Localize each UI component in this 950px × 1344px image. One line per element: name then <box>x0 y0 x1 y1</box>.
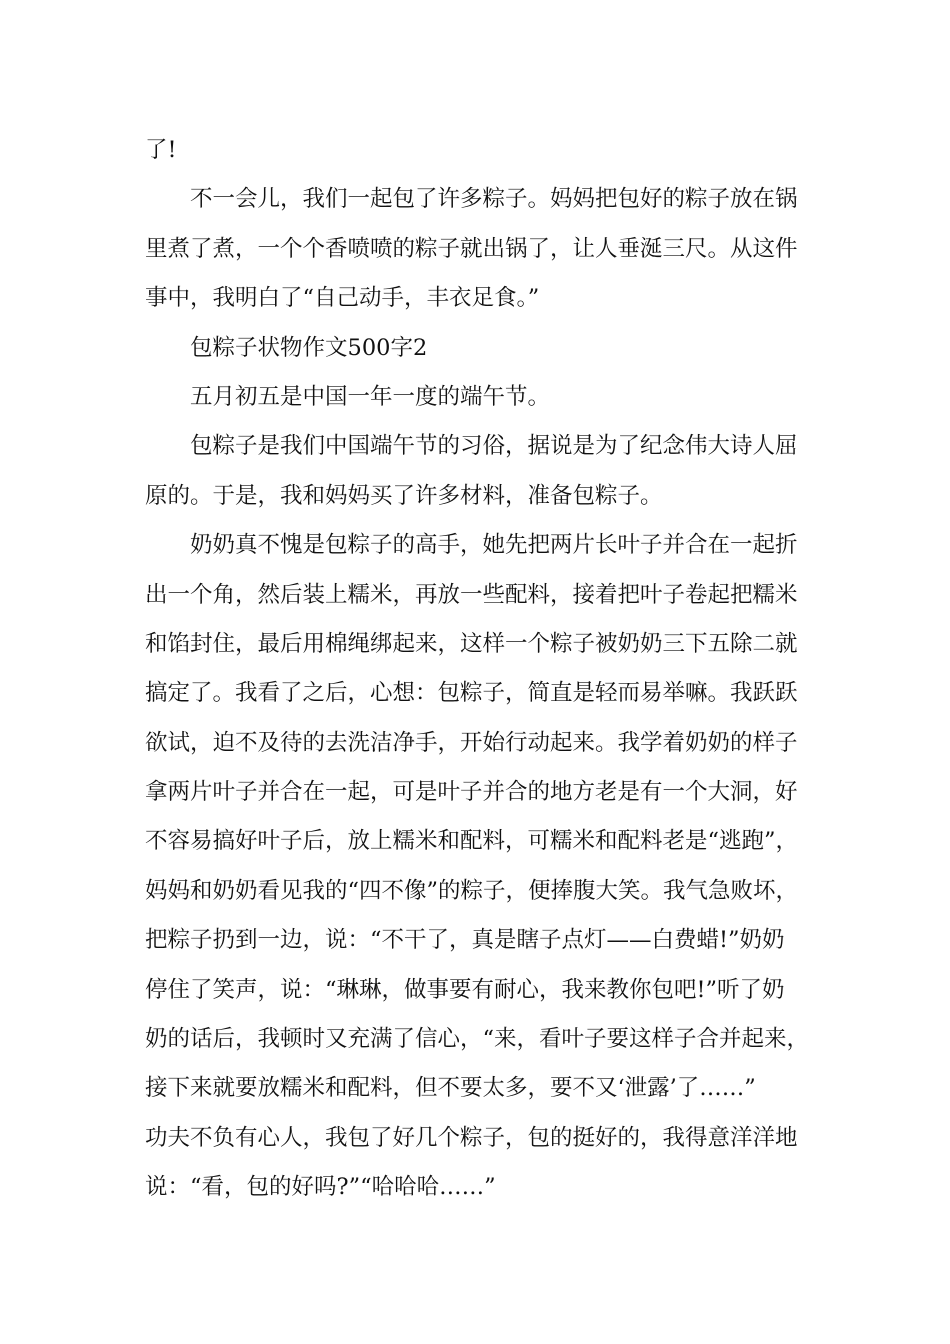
text-line: 奶的话后，我顿时又充满了信心，“来，看叶子要这样子合并起来， <box>145 1026 810 1053</box>
text-line: 事中，我明白了“自己动手，丰衣足食。” <box>145 285 540 312</box>
text-line: 里煮了煮，一个个香喷喷的粽子就出锅了，让人垂涎三尺。从这件 <box>145 235 798 262</box>
text-line: 不容易搞好叶子后，放上糯米和配料，可糯米和配料老是“逃跑”， <box>145 828 799 855</box>
section-heading: 包粽子状物作文500字2 <box>190 334 428 361</box>
text-line: 了! <box>145 137 177 163</box>
text-line: 欲试，迫不及待的去洗洁净手，开始行动起来。我学着奶奶的样子 <box>145 729 798 756</box>
text-line: 说：“看，包的好吗?”“哈哈哈……” <box>145 1174 496 1201</box>
text-line: 搞定了。我看了之后，心想：包粽子，简直是轻而易举嘛。我跃跃 <box>145 680 798 707</box>
text-line: 接下来就要放糯米和配料，但不要太多，要不又‘泄露’了……” <box>145 1075 756 1102</box>
essay-body <box>145 126 815 1213</box>
text-line: 把粽子扔到一边，说：“不干了，真是瞎子点灯——白费蜡!”奶奶 <box>145 927 785 954</box>
text-line: 不一会儿，我们一起包了许多粽子。妈妈把包好的粽子放在锅 <box>190 186 798 213</box>
text-line: 和馅封住，最后用棉绳绑起来，这样一个粽子被奶奶三下五除二就 <box>145 630 798 657</box>
text-line: 原的。于是，我和妈妈买了许多材料，准备包粽子。 <box>145 482 663 509</box>
text-line: 停住了笑声，说：“琳琳，做事要有耐心，我来教你包吧!”听了奶 <box>145 976 785 1003</box>
text-line: 拿两片叶子并合在一起，可是叶子并合的地方老是有一个大洞，好 <box>145 779 798 806</box>
text-line: 妈妈和奶奶看见我的“四不像”的粽子，便捧腹大笑。我气急败坏， <box>145 877 799 904</box>
text-line: 五月初五是中国一年一度的端午节。 <box>190 383 551 410</box>
text-line: 功夫不负有心人，我包了好几个粽子，包的挺好的，我得意洋洋地 <box>145 1124 798 1151</box>
text-line: 出一个角，然后装上糯米，再放一些配料，接着把叶子卷起把糯米 <box>145 581 798 608</box>
text-line: 奶奶真不愧是包粽子的高手，她先把两片长叶子并合在一起折 <box>190 532 798 559</box>
text-line: 包粽子是我们中国端午节的习俗，据说是为了纪念伟大诗人屈 <box>190 433 798 460</box>
